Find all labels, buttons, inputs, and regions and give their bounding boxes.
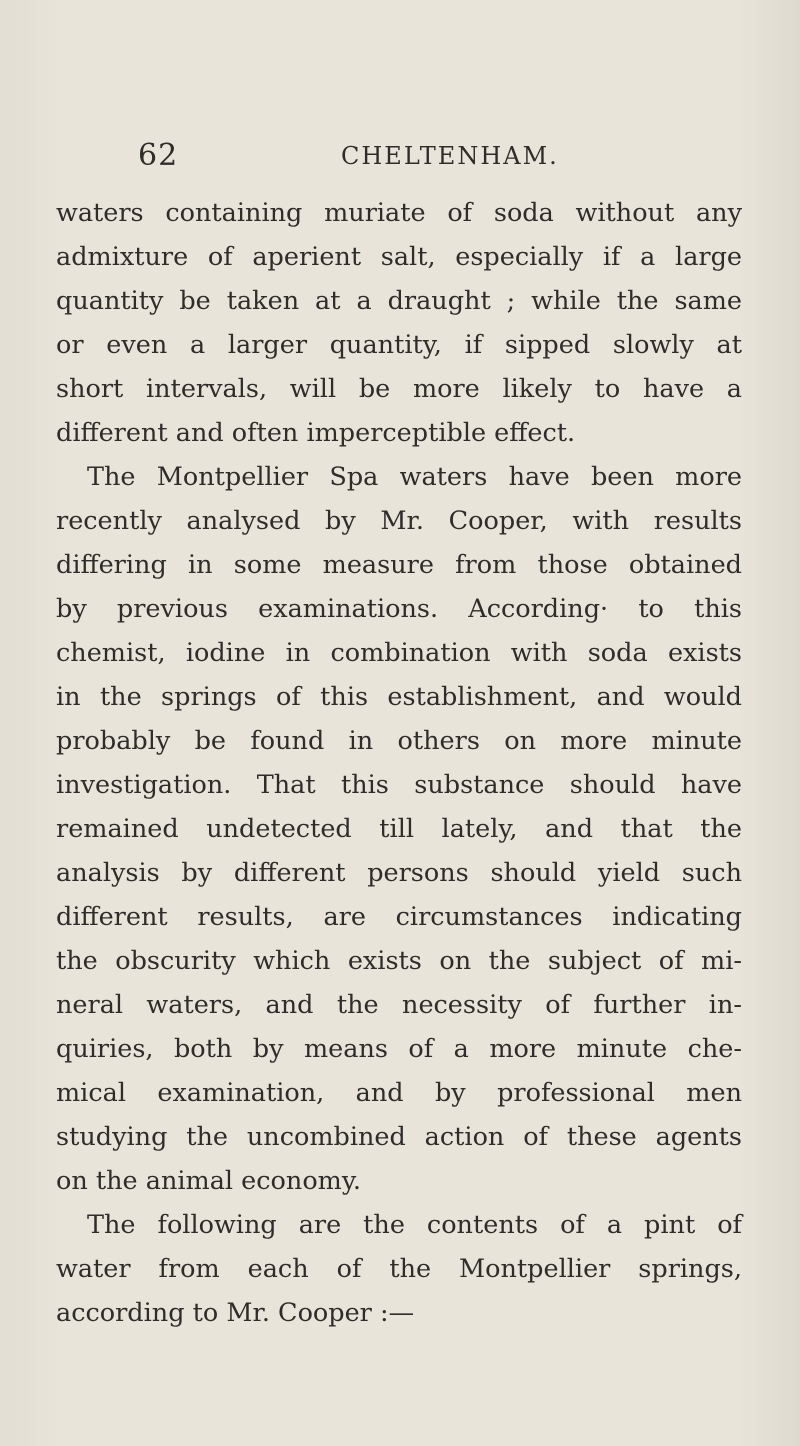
text-line: chemist, iodine in combination with soda exists — [56, 638, 742, 668]
text-line: probably be found in others on more minute — [56, 726, 742, 756]
text-line: water from each of the Montpellier springs, — [56, 1254, 742, 1284]
text-line: quiries, both by means of a more minute che- — [56, 1034, 742, 1064]
text-line: investigation. That this substance should have — [56, 770, 742, 800]
text-line: quantity be taken at a draught ; while the same — [56, 286, 742, 316]
running-head: CHELTENHAM. — [341, 142, 559, 170]
text-line: in the springs of this establishment, and would — [56, 682, 742, 712]
page-number: 62 — [138, 138, 179, 173]
text-line: different and often imperceptible effect. — [56, 418, 576, 448]
text-line: recently analysed by Mr. Cooper, with results — [56, 506, 742, 536]
text-line: or even a larger quantity, if sipped slowly at — [56, 330, 742, 360]
text-line: mical examination, and by professional men — [56, 1078, 742, 1108]
text-line: analysis by different persons should yield such — [56, 858, 742, 888]
text-line: differing in some measure from those obtained — [56, 550, 742, 580]
text-line: admixture of aperient salt, especially if a large — [56, 242, 742, 272]
page-header — [138, 138, 738, 178]
text-line: remained undetected till lately, and that the — [56, 814, 742, 844]
text-line: waters containing muriate of soda without any — [56, 198, 742, 228]
text-line: neral waters, and the necessity of further in- — [56, 990, 742, 1020]
text-line: the obscurity which exists on the subject of mi- — [56, 946, 742, 976]
text-line: short intervals, will be more likely to have a — [56, 374, 742, 404]
text-line: according to Mr. Cooper :— — [56, 1298, 415, 1328]
text-line: by previous examinations. According· to this — [56, 594, 742, 624]
text-line: The following are the contents of a pint of — [87, 1210, 742, 1240]
text-line: The Montpellier Spa waters have been more — [87, 462, 742, 492]
text-line: on the animal economy. — [56, 1166, 361, 1196]
text-line: different results, are circumstances indicating — [56, 902, 742, 932]
text-line: studying the uncombined action of these agents — [56, 1122, 742, 1152]
